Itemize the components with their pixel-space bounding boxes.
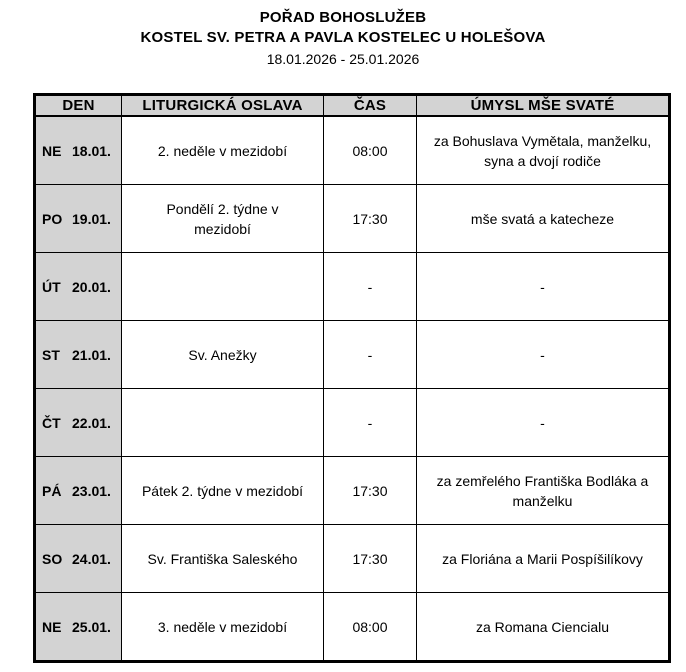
time-cell: 17:30 bbox=[324, 185, 417, 253]
time-cell: 17:30 bbox=[324, 525, 417, 593]
intention-cell: - bbox=[417, 389, 670, 457]
col-header-liturgicka-oslava: LITURGICKÁ OSLAVA bbox=[122, 95, 324, 117]
intention-cell: za zemřelého Františka Bodláka a manželku bbox=[417, 457, 670, 525]
celebration-cell: 2. neděle v mezidobí bbox=[122, 116, 324, 185]
table-row bbox=[35, 593, 670, 662]
day-cell bbox=[35, 457, 122, 525]
day-cell bbox=[35, 389, 122, 457]
church-name: KOSTEL SV. PETRA A PAVLA KOSTELEC U HOLEŠOVA bbox=[140, 29, 546, 46]
header-row bbox=[35, 95, 670, 117]
day-abbrev: ÚT bbox=[42, 278, 61, 295]
table-row bbox=[35, 525, 670, 593]
celebration-cell bbox=[122, 253, 324, 321]
day-cell bbox=[35, 185, 122, 253]
day-date: 23.01. bbox=[72, 482, 111, 499]
page-title: POŘAD BOHOSLUŽEB bbox=[259, 9, 427, 26]
time-cell: 08:00 bbox=[324, 593, 417, 662]
document-header bbox=[0, 0, 686, 70]
celebration-cell bbox=[122, 389, 324, 457]
day-date: 19.01. bbox=[72, 210, 111, 227]
intention-cell: za Romana Ciencialu bbox=[417, 593, 670, 662]
celebration-cell: 3. neděle v mezidobí bbox=[122, 593, 324, 662]
table-row bbox=[35, 321, 670, 389]
table-row bbox=[35, 116, 670, 185]
table-row bbox=[35, 253, 670, 321]
intention-cell: za Bohuslava Vymětala, manželku, syna a dvojí rodiče bbox=[417, 116, 670, 185]
day-cell bbox=[35, 321, 122, 389]
time-cell: - bbox=[324, 321, 417, 389]
celebration-cell: Pondělí 2. týdne v mezidobí bbox=[122, 185, 324, 253]
day-cell bbox=[35, 253, 122, 321]
col-header-umysl-mse-svate: ÚMYSL MŠE SVATÉ bbox=[417, 95, 670, 117]
day-abbrev: NE bbox=[42, 142, 62, 159]
day-date: 25.01. bbox=[72, 618, 111, 635]
day-date: 20.01. bbox=[72, 278, 111, 295]
day-date: 24.01. bbox=[72, 550, 111, 567]
table-row bbox=[35, 389, 670, 457]
time-cell: 17:30 bbox=[324, 457, 417, 525]
intention-cell: - bbox=[417, 321, 670, 389]
date-range: 18.01.2026 - 25.01.2026 bbox=[266, 51, 420, 67]
celebration-cell: Sv. Františka Saleského bbox=[122, 525, 324, 593]
day-date: 18.01. bbox=[72, 142, 111, 159]
day-date: 22.01. bbox=[72, 414, 111, 431]
celebration-cell: Sv. Anežky bbox=[122, 321, 324, 389]
table-row bbox=[35, 457, 670, 525]
day-cell bbox=[35, 116, 122, 185]
day-abbrev: SO bbox=[42, 550, 63, 567]
day-cell bbox=[35, 593, 122, 662]
day-abbrev: ST bbox=[42, 346, 60, 363]
day-abbrev: NE bbox=[42, 618, 62, 635]
intention-cell: - bbox=[417, 253, 670, 321]
day-abbrev: PÁ bbox=[42, 482, 62, 499]
time-cell: - bbox=[324, 253, 417, 321]
col-header-cas: ČAS bbox=[324, 95, 417, 117]
celebration-cell: Pátek 2. týdne v mezidobí bbox=[122, 457, 324, 525]
day-abbrev: PO bbox=[42, 210, 63, 227]
time-cell: 08:00 bbox=[324, 116, 417, 185]
schedule-table bbox=[33, 93, 671, 663]
day-date: 21.01. bbox=[72, 346, 111, 363]
col-header-den: DEN bbox=[35, 95, 122, 117]
day-abbrev: ČT bbox=[42, 414, 61, 431]
day-cell bbox=[35, 525, 122, 593]
table-row bbox=[35, 185, 670, 253]
intention-cell: mše svatá a katecheze bbox=[417, 185, 670, 253]
time-cell: - bbox=[324, 389, 417, 457]
intention-cell: za Floriána a Marii Pospíšilíkovy bbox=[417, 525, 670, 593]
